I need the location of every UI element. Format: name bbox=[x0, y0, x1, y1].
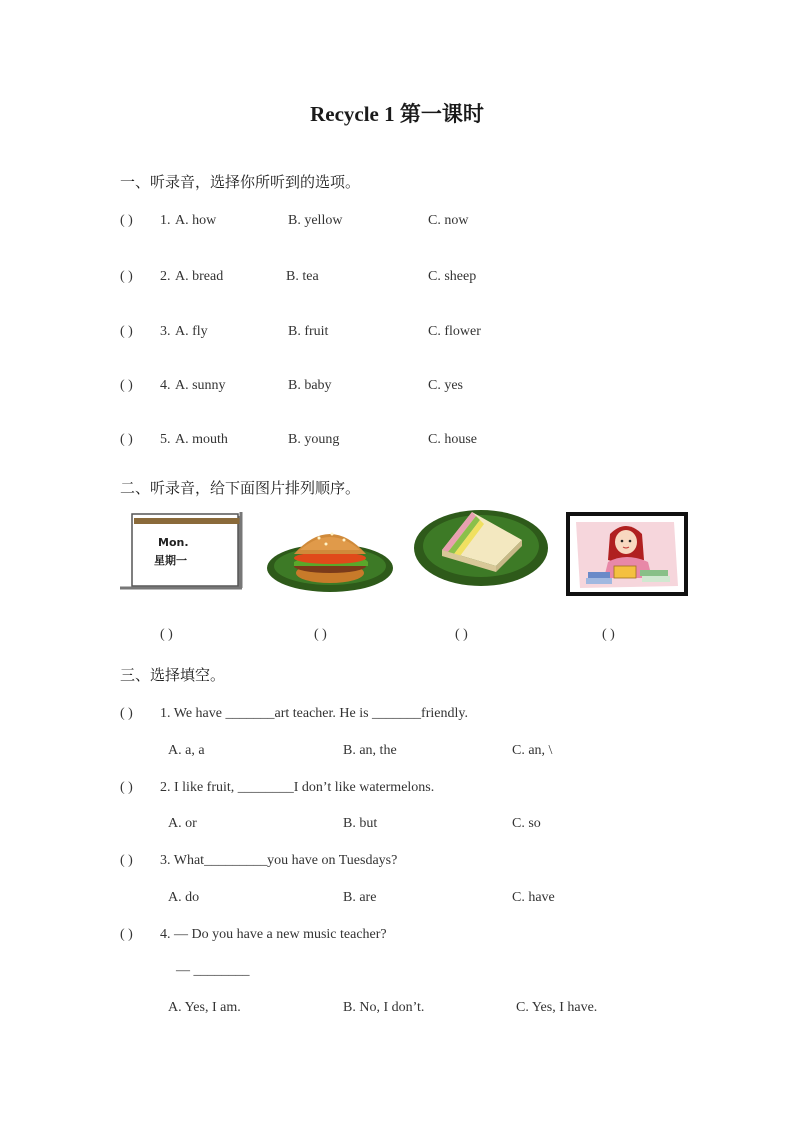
question-number: 1. bbox=[160, 213, 171, 228]
calendar-day-label: Mon. bbox=[158, 536, 189, 549]
option-a: A. do bbox=[168, 890, 200, 905]
option-c: C. an, \ bbox=[512, 743, 553, 758]
option-a: A. how bbox=[175, 213, 217, 228]
option-b: B. No, I don’t. bbox=[343, 1000, 425, 1015]
question-number: 3. bbox=[160, 324, 171, 339]
option-b: B. young bbox=[288, 432, 340, 447]
option-c: C. now bbox=[428, 213, 469, 228]
answer-paren[interactable]: ( ) bbox=[120, 432, 133, 447]
section2-heading: 二、听录音，给下面图片排列顺序。 bbox=[120, 479, 361, 497]
answer-paren[interactable]: ( ) bbox=[120, 269, 133, 284]
option-c: C. house bbox=[428, 432, 477, 447]
option-b: B. are bbox=[343, 890, 377, 905]
option-c: C. have bbox=[512, 890, 555, 905]
answer-paren[interactable]: ( ) bbox=[120, 378, 133, 393]
question-stem: 3. What_________you have on Tuesdays? bbox=[160, 853, 398, 868]
question-number: 5. bbox=[160, 432, 171, 447]
option-b: B. tea bbox=[286, 269, 319, 284]
option-c: C. sheep bbox=[428, 269, 477, 284]
order-blank-1[interactable]: ( ) bbox=[160, 627, 173, 642]
question-stem: 4. — Do you have a new music teacher? bbox=[160, 927, 387, 942]
option-b: B. an, the bbox=[343, 743, 397, 758]
answer-paren[interactable]: ( ) bbox=[120, 780, 133, 795]
order-blank-3[interactable]: ( ) bbox=[455, 627, 468, 642]
option-b: B. baby bbox=[288, 378, 332, 393]
option-a: A. a, a bbox=[168, 743, 205, 758]
option-a: A. bread bbox=[175, 269, 224, 284]
option-c: C. Yes, I have. bbox=[516, 1000, 598, 1015]
option-a: A. or bbox=[168, 816, 197, 831]
sandwich-picture bbox=[412, 506, 550, 590]
option-c: C. flower bbox=[428, 324, 481, 339]
page-title: Recycle 1 第一课时 bbox=[310, 102, 484, 126]
answer-paren[interactable]: ( ) bbox=[120, 706, 133, 721]
option-b: B. fruit bbox=[288, 324, 329, 339]
option-b: B. yellow bbox=[288, 213, 343, 228]
answer-paren[interactable]: ( ) bbox=[120, 927, 133, 942]
calendar-picture bbox=[120, 508, 244, 592]
answer-line: — ________ bbox=[176, 963, 250, 978]
answer-paren[interactable]: ( ) bbox=[120, 213, 133, 228]
option-a: A. mouth bbox=[175, 432, 228, 447]
option-b: B. but bbox=[343, 816, 378, 831]
answer-paren[interactable]: ( ) bbox=[120, 324, 133, 339]
girl-reading-picture bbox=[566, 512, 688, 596]
option-c: C. so bbox=[512, 816, 541, 831]
calendar-day-chinese: 星期一 bbox=[154, 554, 187, 567]
option-a: A. fly bbox=[175, 324, 208, 339]
question-number: 2. bbox=[160, 269, 171, 284]
question-stem: 2. I like fruit, ________I don’t like watermelons. bbox=[160, 780, 435, 795]
hamburger-picture bbox=[264, 518, 396, 594]
section3-heading: 三、选择填空。 bbox=[120, 666, 226, 684]
option-a: A. Yes, I am. bbox=[168, 1000, 241, 1015]
question-stem: 1. We have _______art teacher. He is _______friendly. bbox=[160, 706, 468, 721]
order-blank-2[interactable]: ( ) bbox=[314, 627, 327, 642]
option-c: C. yes bbox=[428, 378, 463, 393]
section1-heading: 一、听录音，选择你所听到的选项。 bbox=[120, 173, 361, 191]
order-blank-4[interactable]: ( ) bbox=[602, 627, 615, 642]
question-number: 4. bbox=[160, 378, 171, 393]
option-a: A. sunny bbox=[175, 378, 226, 393]
answer-paren[interactable]: ( ) bbox=[120, 853, 133, 868]
